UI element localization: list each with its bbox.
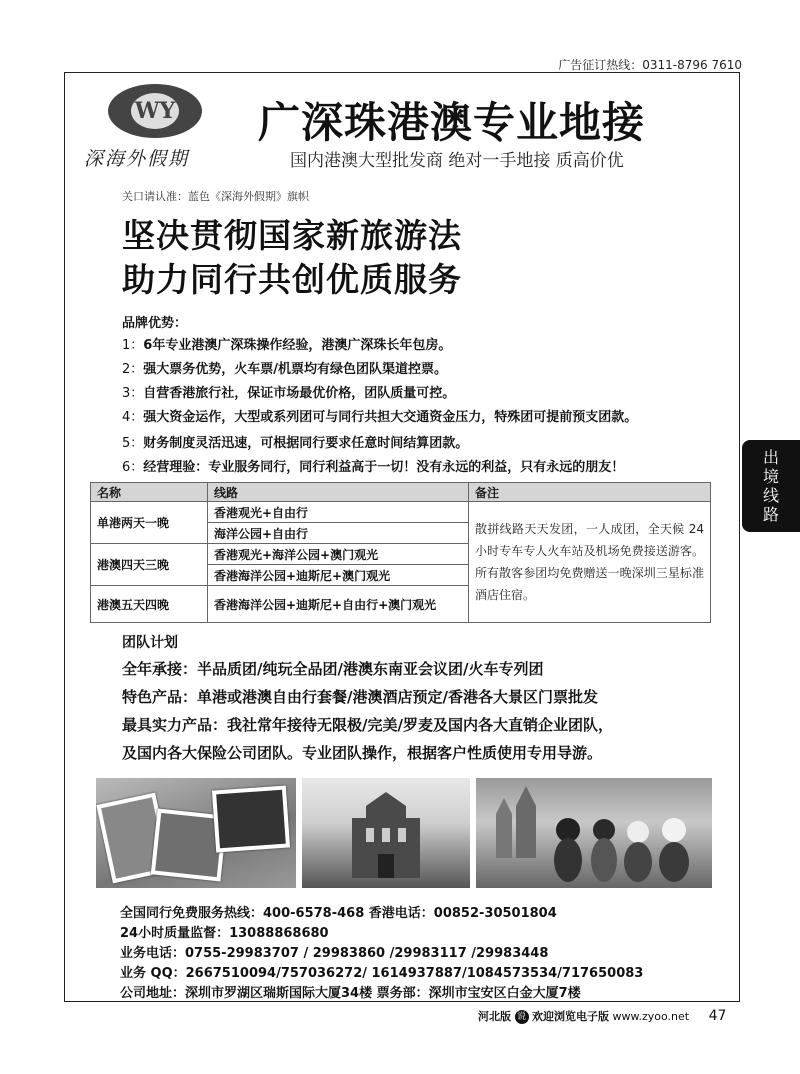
page-footer [478, 1008, 726, 1024]
macau-collage-photo [96, 778, 296, 888]
st-pauls-ruins-photo [302, 778, 470, 888]
advantage-text: 经营理验：专业服务同行，同行利益高于一切！没有永远的利益，只有永远的朋友！ [143, 460, 625, 475]
contact-line: 全国同行免费服务热线：400-6578-468 香港电话：00852-30501804 [120, 906, 557, 921]
footer-welcome: 欢迎浏览电子版 [532, 1010, 609, 1023]
remarks-cell: 散拼线路天天发团，一人成团，全天候 24 小时专车专人火车站及机场免费接送游客。所有散客参团均免费赠送一晚深圳三星标准酒店住宿。 [469, 502, 711, 623]
contact-line: 公司地址：深圳市罗湖区瑞斯国际大厦34楼 票务部：深圳市宝安区白金大厦7楼 [120, 986, 581, 1001]
route-name: 港澳四天三晚 [91, 544, 208, 586]
advantage-number: 6： [122, 460, 144, 475]
route-line: 香港观光+自由行 [208, 502, 469, 523]
advantage-item [122, 456, 624, 475]
advantage-item [122, 382, 455, 401]
advantage-text: 6年专业港澳广深珠操作经验，港澳广深珠长年包房。 [143, 338, 452, 353]
side-tab-char: 线 [762, 486, 779, 505]
advantages-heading: 品牌优势： [122, 316, 188, 331]
contact-line: 24小时质量监督：13088868680 [120, 926, 329, 941]
side-tab-char: 境 [762, 467, 779, 486]
contact-line: 业务 QQ：2667510094/757036272/ 1614937887/1084573534/717650083 [120, 966, 644, 981]
slogan-line-1: 坚决贯彻国家新旅游法 [122, 216, 462, 255]
section-side-tab [742, 440, 800, 532]
table-row [91, 502, 711, 523]
team-plan-heading: 团队计划 [122, 635, 178, 651]
advantage-text: 财务制度灵活迅速，可根据同行要求任意时间结算团款。 [143, 436, 469, 451]
route-line: 海洋公园+自由行 [208, 523, 469, 544]
team-plan-line: 及国内各大保险公司团队。专业团队操作，根据客户性质使用专用导游。 [122, 744, 603, 762]
advantage-number: 5： [122, 436, 144, 451]
side-tab-char: 路 [762, 505, 779, 524]
side-tab-char: 出 [762, 448, 779, 467]
advantage-number: 3： [122, 386, 144, 401]
route-name: 单港两天一晚 [91, 502, 208, 544]
castle-characters-graphic [476, 778, 712, 888]
disneyland-photo [476, 778, 712, 888]
slogan-line-2: 助力同行共创优质服务 [122, 260, 462, 299]
advantage-item [122, 406, 637, 425]
table-header-row [91, 483, 711, 502]
advantage-item [122, 358, 447, 377]
column-header-name: 名称 [91, 483, 208, 502]
advantage-number: 4： [122, 410, 144, 425]
page-number: 47 [708, 1008, 727, 1024]
route-line: 香港观光+海洋公园+澳门观光 [208, 544, 469, 565]
company-logo [108, 84, 202, 138]
advantage-item [122, 432, 468, 451]
column-header-route: 线路 [208, 483, 469, 502]
ruins-facade-graphic [302, 778, 470, 888]
team-plan-line: 全年承接：半品质团/纯玩全品团/港澳东南亚会议团/火车专列团 [122, 660, 544, 678]
night-photo-card [212, 785, 290, 852]
route-line: 香港海洋公园+迪斯尼+澳门观光 [208, 565, 469, 586]
advantage-number: 2： [122, 362, 144, 377]
advantage-text: 强大票务优势，火车票/机票均有绿色团队渠道控票。 [143, 362, 448, 377]
column-header-remarks: 备注 [469, 483, 711, 502]
contact-line: 业务电话：0755-29983707 / 29983860 /29983117 /29983448 [120, 946, 549, 961]
footer-badge-icon: 说 [515, 1010, 529, 1024]
advantage-text: 强大资金运作，大型或系列团可与同行共担大交通资金压力，特殊团可提前预支团款。 [143, 410, 638, 425]
photo-strip [96, 778, 712, 888]
route-line: 香港海洋公园+迪斯尼+自由行+澳门观光 [208, 586, 469, 623]
team-plan-line: 最具实力产品：我社常年接待无限极/完美/罗麦及国内各大直销企业团队， [122, 716, 613, 734]
ad-hotline: 广告征订热线：0311-8796 7610 [558, 58, 742, 72]
main-title: 广深珠港澳专业地接 [258, 98, 646, 147]
logo-script: 深海外假期 [84, 148, 190, 170]
routes-table [90, 482, 711, 623]
advantage-number: 1： [122, 338, 144, 353]
logo-letters: WY [131, 93, 179, 129]
footer-edition: 河北版 [478, 1010, 511, 1023]
advantage-item [122, 334, 451, 353]
route-name: 港澳五天四晚 [91, 586, 208, 623]
cert-note: 关口请认准：蓝色《深海外假期》旗帜 [122, 190, 309, 203]
footer-url[interactable]: www.zyoo.net [612, 1010, 690, 1023]
main-subtitle: 国内港澳大型批发商 绝对一手地接 质高价优 [290, 151, 624, 171]
advantage-text: 自营香港旅行社，保证市场最优价格，团队质量可控。 [143, 386, 456, 401]
team-plan-line: 特色产品：单港或港澳自由行套餐/港澳酒店预定/香港各大景区门票批发 [122, 688, 598, 706]
